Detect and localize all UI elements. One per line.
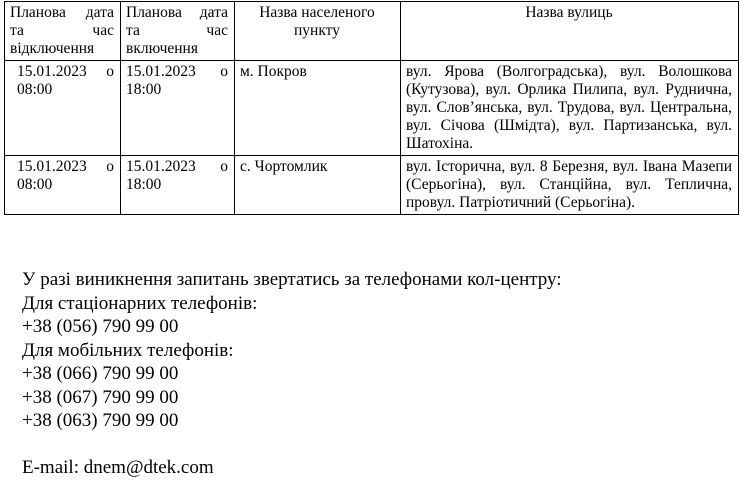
mobile-phone: +38 (067) 790 99 00 (22, 386, 179, 408)
landline-phone: +38 (056) 790 99 00 (22, 316, 179, 337)
contacts-intro: У разі виникнення запитань звертатись за телефонами кол-центру: (22, 269, 562, 290)
table-header-row (5, 2, 739, 61)
row-streets: вул. Ярова (Волгоградська), вул. Волошкова (Кутузова), вул. Орлика Пилипа, вул. Руднична, вул. Слов’янська, вул. Трудова, вул. Центральна, вул. Січова (Шмідта), вул. Партизанська, вул. Шатохіна. (401, 61, 739, 156)
row-off-time: 15.01.2023 о 08:00 (5, 156, 121, 215)
row-on-time: 15.01.2023 о 18:00 (121, 61, 235, 156)
row-off-time: 15.01.2023 о 08:00 (5, 61, 121, 156)
header-streets: Назва вулиць (401, 2, 739, 61)
mobile-phone: +38 (063) 790 99 00 (22, 410, 179, 431)
contacts-block (22, 268, 562, 480)
row-streets: вул. Історична, вул. 8 Березня, вул. Івана Мазепи (Серьогіна), вул. Станційна, вул. Теплична, провул. Патріотичний (Серьогіна). (401, 156, 739, 215)
header-locality: Назва населеного пункту (235, 2, 401, 61)
table-row (5, 61, 739, 156)
header-on-time: Планова дата та час включення (121, 2, 235, 61)
row-locality: с. Чортомлик (235, 156, 401, 215)
row-locality: м. Покров (235, 61, 401, 156)
mobile-phone: +38 (066) 790 99 00 (22, 363, 179, 384)
header-off-time: Планова дата та час відключення (5, 2, 121, 61)
email-contact[interactable]: E-mail: dnem@dtek.com (22, 457, 214, 478)
outage-schedule-table (4, 1, 739, 215)
spacer (22, 433, 562, 457)
landline-label: Для стаціонарних телефонів: (22, 292, 258, 314)
row-on-time: 15.01.2023 о 18:00 (121, 156, 235, 215)
mobile-label: Для мобільних телефонів: (22, 339, 234, 361)
table-row (5, 156, 739, 215)
